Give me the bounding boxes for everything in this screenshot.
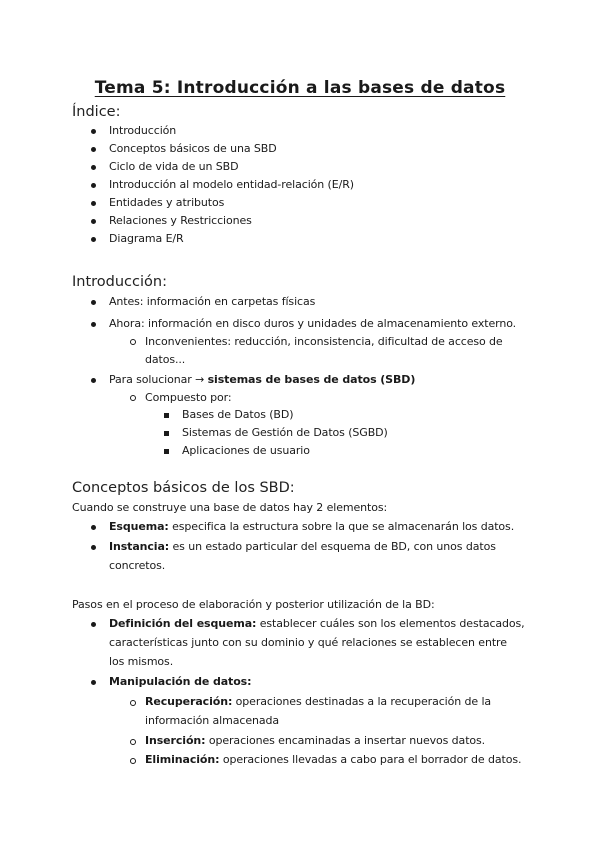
circle-bullet-icon <box>130 395 136 401</box>
circle-bullet-icon <box>130 758 136 764</box>
indice-item: Relaciones y Restricciones <box>109 214 252 227</box>
indice-item: Introducción al modelo entidad-relación (E/R) <box>109 178 354 191</box>
intro-inconvenientes: Inconvenientes: reducción, inconsistencia, dificultad de acceso de <box>145 335 503 348</box>
pasos-definicion <box>109 617 525 631</box>
conceptos-esquema <box>109 520 514 534</box>
square-bullet-icon <box>164 413 169 418</box>
indice-item: Diagrama E/R <box>109 232 184 245</box>
solucion-prefix: Para solucionar → <box>109 373 208 386</box>
bullet-icon <box>91 201 96 206</box>
bullet-icon <box>91 237 96 242</box>
insercion-label: Inserción: <box>145 734 206 747</box>
conceptos-intro: Cuando se construye una base de datos hay 2 elementos: <box>72 501 388 514</box>
bullet-icon <box>91 545 96 550</box>
indice-item: Ciclo de vida de un SBD <box>109 160 239 173</box>
manipulacion-insercion <box>145 734 485 748</box>
bullet-icon <box>91 219 96 224</box>
indice-item: Entidades y atributos <box>109 196 225 209</box>
square-bullet-icon <box>164 449 169 454</box>
intro-ahora: Ahora: información en disco duros y unidades de almacenamiento externo. <box>109 317 517 330</box>
componente-item: Aplicaciones de usuario <box>182 444 310 457</box>
bullet-icon <box>91 147 96 152</box>
conceptos-instancia <box>109 540 496 554</box>
eliminacion-label: Eliminación: <box>145 753 220 766</box>
indice-heading: Índice: <box>72 104 121 120</box>
manipulacion-eliminacion <box>145 753 521 767</box>
square-bullet-icon <box>164 431 169 436</box>
bullet-icon <box>91 680 96 685</box>
bullet-icon <box>91 300 96 305</box>
bullet-icon <box>91 322 96 327</box>
conceptos-heading: Conceptos básicos de los SBD: <box>72 480 295 496</box>
componente-item: Sistemas de Gestión de Datos (SGBD) <box>182 426 388 439</box>
page-title: Tema 5: Introducción a las bases de datos <box>94 78 506 98</box>
intro-solucion <box>109 373 415 387</box>
intro-antes: Antes: información en carpetas físicas <box>109 295 316 308</box>
bullet-icon <box>91 129 96 134</box>
instancia-label: Instancia: <box>109 540 170 553</box>
definicion-text-cont: características junto con su dominio y qué relaciones se establecen entre <box>109 636 507 649</box>
pasos-manipulacion <box>109 675 251 689</box>
esquema-label: Esquema: <box>109 520 169 533</box>
indice-item: Conceptos básicos de una SBD <box>109 142 277 155</box>
componente-item: Bases de Datos (BD) <box>182 408 294 421</box>
intro-compuesto: Compuesto por: <box>145 391 232 404</box>
instancia-text-cont: concretos. <box>109 559 166 572</box>
bullet-icon <box>91 525 96 530</box>
manipulacion-recuperacion <box>145 695 491 709</box>
instancia-text: es un estado particular del esquema de BD, con unos datos <box>169 540 496 553</box>
circle-bullet-icon <box>130 739 136 745</box>
pasos-intro: Pasos en el proceso de elaboración y posterior utilización de la BD: <box>72 598 435 611</box>
introduccion-heading: Introducción: <box>72 274 167 290</box>
bullet-icon <box>91 378 96 383</box>
definicion-text-cont: los mismos. <box>109 655 174 668</box>
definicion-text: establecer cuáles son los elementos destacados, <box>256 617 525 630</box>
bullet-icon <box>91 622 96 627</box>
definicion-label: Definición del esquema: <box>109 617 257 630</box>
recuperacion-text: operaciones destinadas a la recuperación de la <box>232 695 492 708</box>
bullet-icon <box>91 165 96 170</box>
indice-item: Introducción <box>109 124 177 137</box>
bullet-icon <box>91 183 96 188</box>
recuperacion-text-cont: información almacenada <box>145 714 280 727</box>
esquema-text: especifica la estructura sobre la que se almacenarán los datos. <box>168 520 515 533</box>
circle-bullet-icon <box>130 339 136 345</box>
eliminacion-text: operaciones llevadas a cabo para el borrador de datos. <box>219 753 522 766</box>
recuperacion-label: Recuperación: <box>145 695 233 708</box>
circle-bullet-icon <box>130 700 136 706</box>
intro-inconvenientes-cont: datos... <box>145 353 186 366</box>
insercion-text: operaciones encaminadas a insertar nuevos datos. <box>205 734 486 747</box>
manipulacion-label: Manipulación de datos: <box>109 675 252 688</box>
solucion-bold: sistemas de bases de datos (SBD) <box>207 373 416 386</box>
